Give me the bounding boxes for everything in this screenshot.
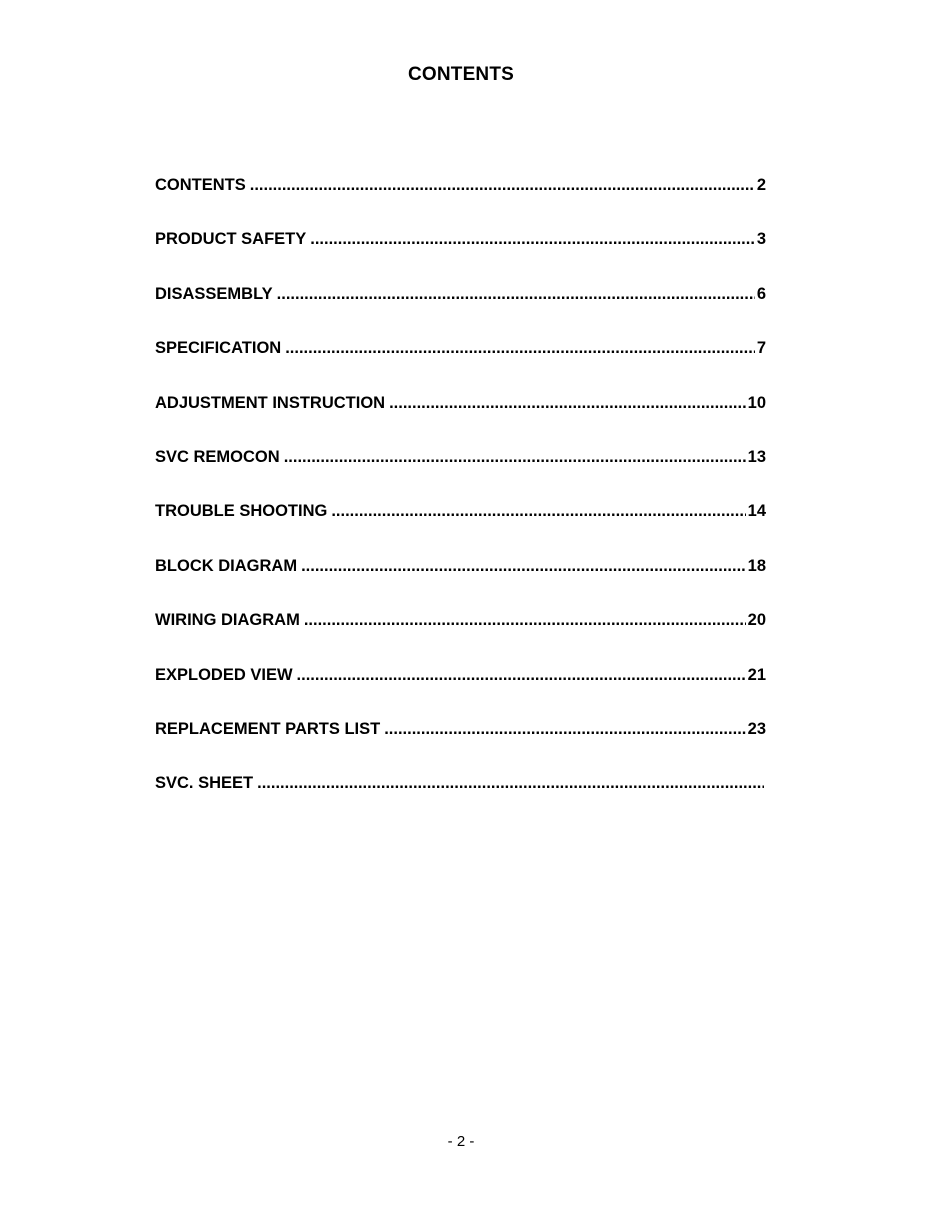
toc-entry-label: PRODUCT SAFETY — [155, 230, 307, 249]
toc-entry-exploded-view[interactable] — [155, 664, 766, 718]
toc-entry-page: 6 — [756, 284, 766, 303]
toc-entry-page: 20 — [747, 611, 766, 630]
toc-entry-label: BLOCK DIAGRAM — [155, 556, 298, 575]
toc-entry-label: TROUBLE SHOOTING — [155, 502, 328, 521]
toc-dot-leader — [331, 500, 745, 522]
toc-entry-label: EXPLODED VIEW — [155, 665, 293, 684]
toc-entry-label: WIRING DIAGRAM — [155, 611, 300, 630]
toc-entry-page: 14 — [747, 502, 766, 521]
toc-entry-wiring-diagram[interactable] — [155, 609, 766, 663]
toc-entry-block-diagram[interactable] — [155, 555, 766, 609]
toc-entry-replacement-parts-list[interactable] — [155, 718, 766, 772]
toc-entry-page: 18 — [747, 556, 766, 575]
toc-entry-trouble-shooting[interactable] — [155, 500, 766, 554]
toc-entry-label: SVC REMOCON — [155, 447, 280, 466]
toc-entry-disassembly[interactable] — [155, 283, 766, 337]
toc-entry-label: SPECIFICATION — [155, 339, 282, 358]
toc-entry-page: 3 — [756, 230, 766, 249]
toc-entry-page: 10 — [747, 393, 766, 412]
toc-entry-product-safety[interactable] — [155, 228, 766, 282]
toc-entry-label: SVC. SHEET — [155, 774, 254, 793]
toc-entry-page: 21 — [747, 665, 766, 684]
toc-dot-leader — [297, 664, 746, 686]
toc-dot-leader — [310, 228, 755, 250]
toc-entry-contents[interactable] — [155, 174, 766, 228]
toc-entry-specification[interactable] — [155, 337, 766, 391]
toc-dot-leader — [285, 337, 755, 359]
toc-dot-leader — [277, 283, 755, 305]
toc-entry-label: REPLACEMENT PARTS LIST — [155, 719, 381, 738]
page-title: CONTENTS — [407, 64, 515, 85]
toc-dot-leader — [304, 609, 746, 631]
toc-entry-label: ADJUSTMENT INSTRUCTION — [155, 393, 386, 412]
toc-dot-leader — [284, 446, 746, 468]
toc-dot-leader — [389, 392, 746, 414]
toc-entry-label: CONTENTS — [155, 176, 246, 194]
toc-entry-svc-remocon[interactable] — [155, 446, 766, 500]
toc-entry-page: 13 — [747, 447, 766, 466]
toc-dot-leader — [257, 772, 764, 794]
toc-entry-svc-sheet[interactable] — [155, 772, 766, 826]
toc-entry-label: DISASSEMBLY — [155, 284, 273, 303]
toc-dot-leader — [301, 555, 746, 577]
toc-entry-adjustment-instruction[interactable] — [155, 392, 766, 446]
table-of-contents — [155, 174, 766, 827]
toc-entry-page: 23 — [747, 719, 766, 738]
toc-dot-leader — [384, 718, 745, 740]
page-number: - 2 - — [447, 1133, 475, 1150]
toc-entry-page: 2 — [756, 176, 766, 194]
toc-entry-page: 7 — [756, 339, 766, 358]
toc-dot-leader — [250, 174, 755, 196]
